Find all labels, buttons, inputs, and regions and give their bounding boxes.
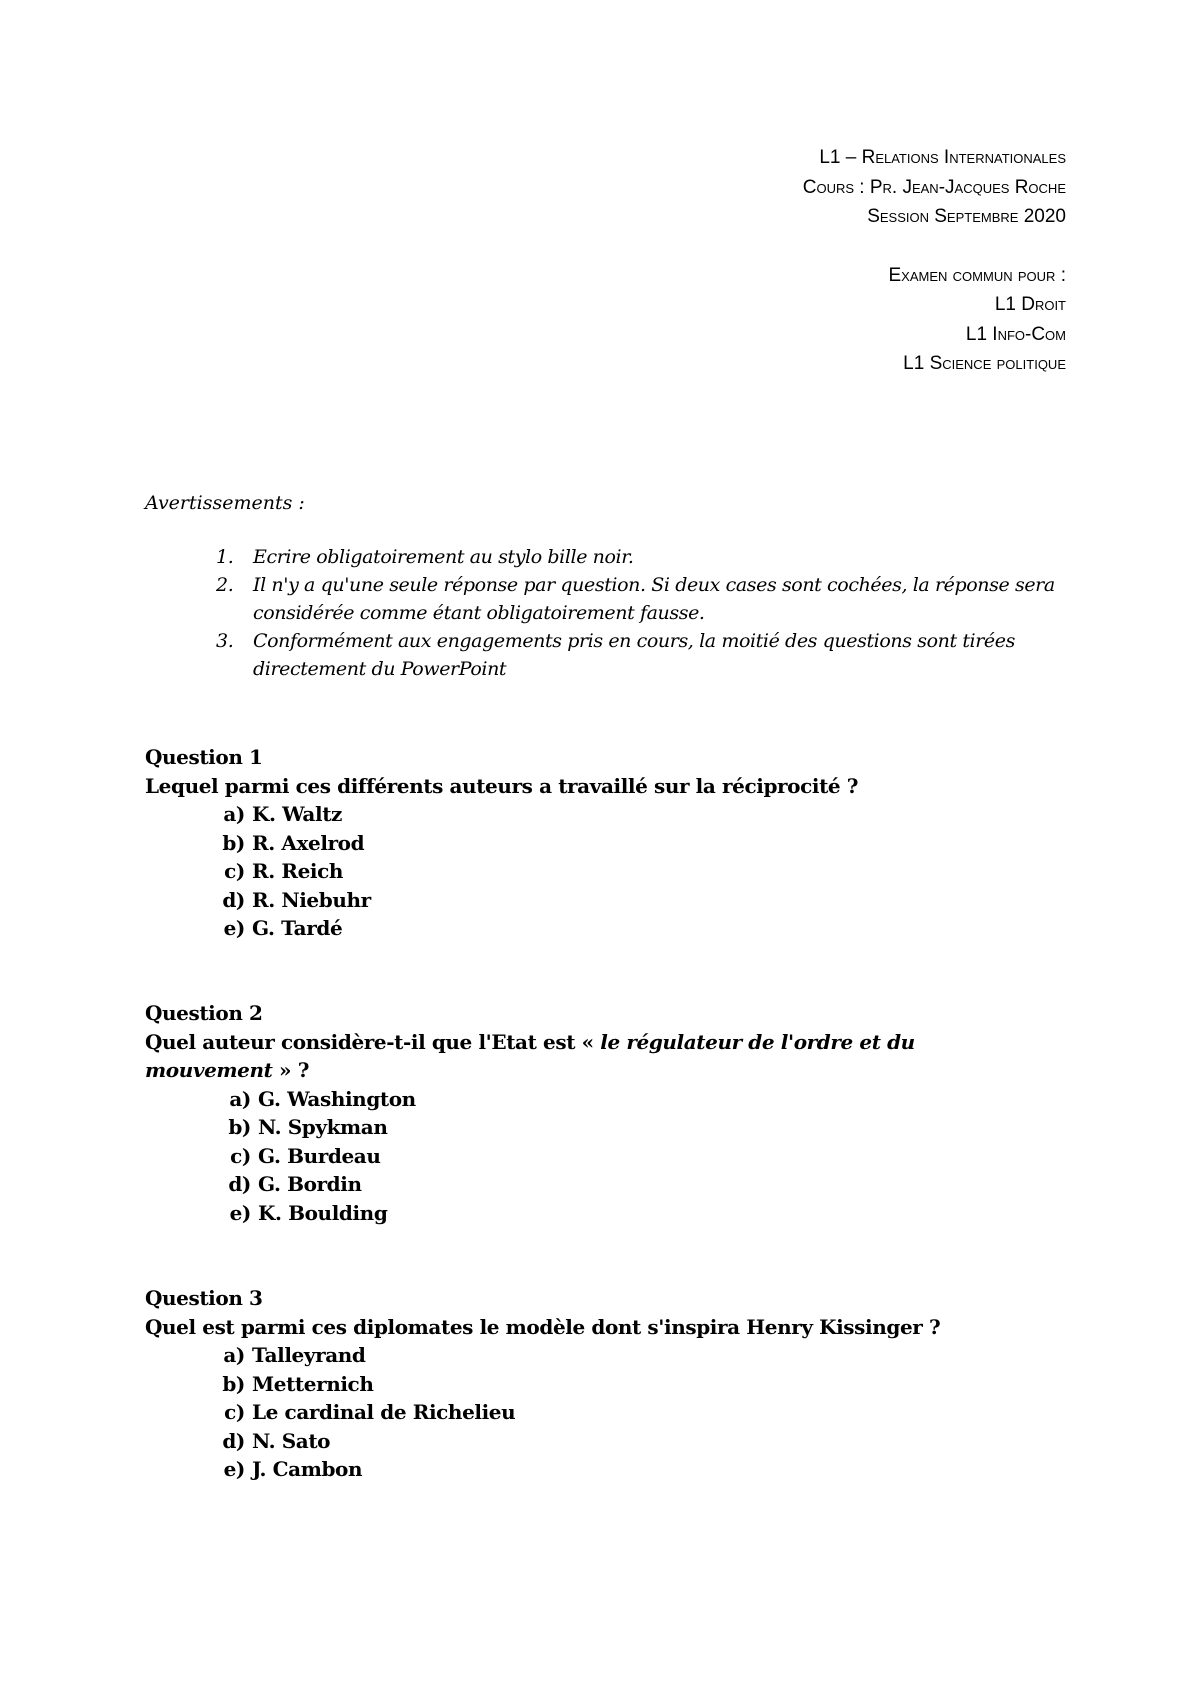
question-text-before: Quel auteur considère-t-il que l'Etat est «	[145, 1029, 601, 1054]
question-label: Question 1	[145, 745, 263, 769]
program-science-politique: L1 Science politique	[903, 353, 1066, 374]
option-text: N. Spykman	[258, 1115, 388, 1139]
warning-number: 1.	[216, 546, 234, 568]
answer-option[interactable]	[145, 1113, 1065, 1142]
header-spacer	[803, 232, 1066, 261]
answer-options	[145, 1085, 1065, 1228]
warning-number: 2.	[216, 574, 234, 596]
question-1	[145, 743, 1065, 943]
option-text: G. Washington	[258, 1086, 416, 1111]
answer-option[interactable]	[145, 1085, 1065, 1114]
question-3	[145, 1284, 1065, 1484]
warnings-list	[200, 543, 1080, 683]
answer-option[interactable]	[145, 829, 1065, 858]
question-text: Quel est parmi ces diplomates le modèle dont s'inspira Henry Kissinger ?	[145, 1314, 941, 1339]
option-letter: b)	[228, 1115, 251, 1139]
answer-option[interactable]	[145, 1370, 1065, 1399]
option-text: K. Waltz	[252, 802, 342, 826]
exam-session: Session Septembre 2020	[867, 206, 1066, 227]
question-text-after: » ?	[272, 1058, 310, 1082]
warning-text: Ecrire obligatoirement au stylo bille noir.	[253, 546, 634, 568]
option-letter: d)	[222, 1428, 245, 1453]
option-letter: a)	[223, 1343, 245, 1367]
option-letter: d)	[228, 1172, 251, 1196]
option-letter: a)	[229, 1086, 251, 1111]
answer-option[interactable]	[145, 1455, 1065, 1484]
answer-options	[145, 800, 1065, 943]
option-text: Le cardinal de Richelieu	[252, 1400, 516, 1424]
warning-text: Il n'y a qu'une seule réponse par question. Si deux cases sont cochées, la réponse sera considérée comme étant obligatoirement fausse.	[253, 574, 1055, 624]
option-letter: c)	[230, 1143, 251, 1168]
answer-option[interactable]	[145, 914, 1065, 943]
option-letter: e)	[223, 1457, 245, 1481]
option-letter: d)	[222, 887, 245, 912]
answer-options	[145, 1341, 1065, 1484]
question-quote: le régulateur de l'ordre et du mouvement	[145, 1029, 915, 1082]
course-title: L1 – Relations Internationales	[819, 147, 1066, 168]
program-info-com: L1 Info-Com	[965, 323, 1066, 345]
warning-text: Conformément aux engagements pris en cours, la moitié des questions sont tirées directement du PowerPoint	[253, 630, 1015, 680]
warning-number: 3.	[216, 630, 234, 652]
warning-item	[200, 543, 1080, 571]
answer-option[interactable]	[145, 1341, 1065, 1370]
option-letter: c)	[224, 859, 245, 883]
answer-option[interactable]	[145, 1142, 1065, 1171]
option-text: Talleyrand	[252, 1343, 366, 1367]
answer-option[interactable]	[145, 857, 1065, 886]
option-text: J. Cambon	[252, 1457, 363, 1481]
question-text: Lequel parmi ces différents auteurs a travaillé sur la réciprocité ?	[145, 773, 859, 798]
warning-item	[200, 627, 1080, 683]
warning-item	[200, 571, 1080, 627]
option-text: G. Burdeau	[258, 1143, 381, 1168]
option-text: Metternich	[252, 1371, 374, 1396]
option-letter: b)	[222, 830, 245, 855]
program-droit: L1 Droit	[994, 294, 1066, 315]
answer-option[interactable]	[145, 800, 1065, 829]
option-text: R. Reich	[252, 859, 344, 883]
document-header	[803, 143, 1066, 379]
option-text: R. Axelrod	[252, 830, 365, 855]
warnings-title: Avertissements :	[145, 492, 305, 514]
question-label: Question 3	[145, 1286, 263, 1310]
option-text: K. Boulding	[258, 1200, 388, 1225]
answer-option[interactable]	[145, 1170, 1065, 1199]
option-letter: e)	[229, 1200, 251, 1225]
question-text	[145, 1028, 1045, 1085]
question-2	[145, 999, 1065, 1227]
option-letter: e)	[223, 916, 245, 940]
option-letter: b)	[222, 1371, 245, 1396]
answer-option[interactable]	[145, 1199, 1065, 1228]
course-professor: Cours : Pr. Jean-Jacques Roche	[802, 176, 1066, 198]
option-text: G. Bordin	[258, 1172, 362, 1196]
option-letter: c)	[224, 1400, 245, 1424]
question-label: Question 2	[145, 1001, 263, 1025]
answer-option[interactable]	[145, 886, 1065, 915]
answer-option[interactable]	[145, 1427, 1065, 1456]
option-text: N. Sato	[252, 1428, 331, 1453]
option-text: G. Tardé	[252, 916, 343, 940]
option-letter: a)	[223, 802, 245, 826]
exam-common-label: Examen commun pour :	[888, 264, 1066, 286]
option-text: R. Niebuhr	[252, 887, 371, 912]
answer-option[interactable]	[145, 1398, 1065, 1427]
